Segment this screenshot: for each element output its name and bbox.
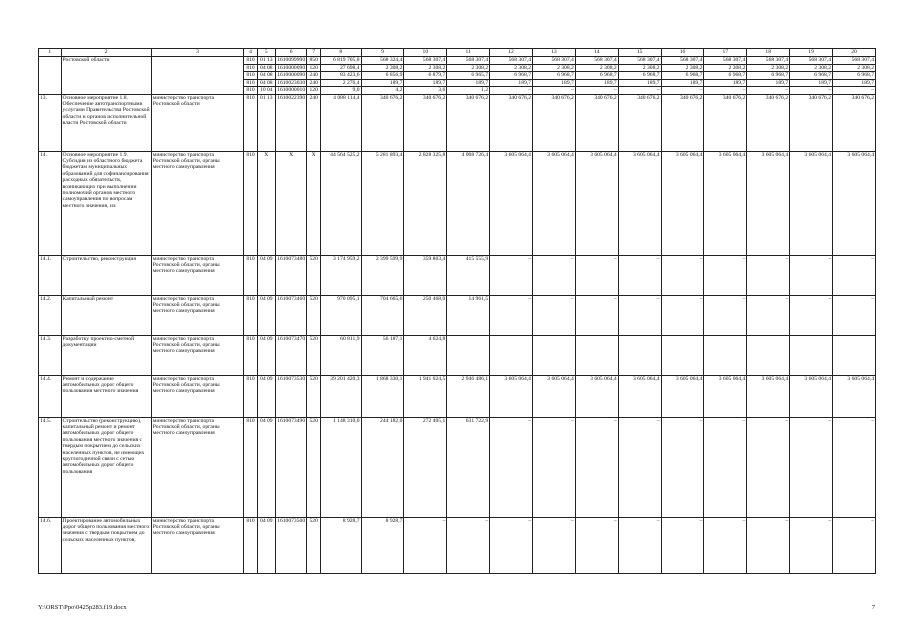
table-cell: – (618, 417, 661, 517)
table-cell (39, 79, 62, 87)
table-cell (661, 335, 704, 375)
table-cell: Основное мероприятие 1.9. Субсидия из областного бюджета бюджетам муниципальных образований для софинансирования расходных обязательств, возникающих при выполнении полномочий органов местного самоуправления по вопросам местного значения, из: (61, 151, 151, 255)
header-cell: 13 (532, 49, 575, 57)
table-cell: – (532, 87, 575, 95)
table-cell: 01 13 (257, 94, 275, 151)
table-cell: 6 968,7 (575, 72, 618, 80)
table-cell (490, 335, 533, 375)
table-cell: 3 605 064,4 (833, 375, 876, 417)
table-cell: 1610073500 (275, 517, 307, 573)
table-cell: 520 (307, 255, 321, 295)
table-cell: Ростовской области (61, 57, 151, 65)
table-cell: 6 968,7 (833, 72, 876, 80)
table-cell: 568 307,4 (661, 57, 704, 65)
table-cell: 3 605 064,4 (490, 375, 533, 417)
header-cell: 7 (307, 49, 321, 57)
table-cell: 2 308,2 (661, 64, 704, 72)
table-cell: 970 095,1 (320, 295, 361, 335)
table-cell: 359 803,4 (404, 255, 447, 295)
table-cell: 189,7 (790, 79, 833, 87)
table-cell (39, 87, 62, 95)
table-cell: – (747, 295, 790, 335)
table-cell: 6 968,7 (747, 72, 790, 80)
table-cell: 6 968,7 (532, 72, 575, 80)
table-cell (39, 72, 62, 80)
table-row (39, 335, 876, 375)
table-cell: 14.2. (39, 295, 62, 335)
table-cell: – (833, 417, 876, 517)
table-cell: 520 (307, 335, 321, 375)
table-cell (532, 335, 575, 375)
table-cell: 568 324,4 (361, 57, 404, 65)
table-cell: 3 605 064,4 (575, 151, 618, 255)
table-cell: 6 968,7 (661, 72, 704, 80)
table-cell: министерство транспорта Ростовской области, органы местного самоуправления (151, 151, 243, 255)
table-cell: 6 968,7 (490, 72, 533, 80)
budget-table (38, 48, 876, 574)
table-cell: 2 308,2 (404, 64, 447, 72)
table-cell: 189,7 (747, 79, 790, 87)
table-cell: 2 308,2 (575, 64, 618, 72)
table-cell: 189,7 (661, 79, 704, 87)
table-cell: 3 174 959,2 (320, 255, 361, 295)
table-cell: Разработку проектно-сметной документации (61, 335, 151, 375)
table-row (39, 375, 876, 417)
table-cell (151, 57, 243, 65)
table-cell: 4 008 726,4 (447, 151, 490, 255)
table-cell: 04 09 (257, 417, 275, 517)
header-cell: 8 (320, 49, 361, 57)
table-cell: 3 605 064,4 (532, 375, 575, 417)
table-cell: 9,0 (320, 87, 361, 95)
table-cell: – (575, 295, 618, 335)
table-cell: – (532, 255, 575, 295)
table-cell: – (704, 87, 747, 95)
table-cell: 2 828 325,8 (404, 151, 447, 255)
table-cell: 520 (307, 517, 321, 573)
table-cell: Проектирование автомобильных дорог общего пользования местного значения с твердым покрытием до сельских населенных пунктов, (61, 517, 151, 573)
table-cell: 2 308,2 (618, 64, 661, 72)
table-cell: 810 (244, 417, 258, 517)
table-cell: – (661, 295, 704, 335)
table-cell: 6 968,7 (618, 72, 661, 80)
table-cell: 2 308,2 (361, 64, 404, 72)
table-cell: 189,7 (490, 79, 533, 87)
table-cell: 3 605 064,4 (790, 375, 833, 417)
table-cell: 04 09 (257, 335, 275, 375)
header-cell: 11 (447, 49, 490, 57)
table-cell: – (790, 417, 833, 517)
table-cell: 3 605 064,4 (618, 151, 661, 255)
header-cell: 18 (747, 49, 790, 57)
table-cell: 3 605 064,4 (747, 151, 790, 255)
table-cell: 1610073530 (275, 375, 307, 417)
table-cell: 14 961,5 (447, 295, 490, 335)
table-cell: 3 605 064,4 (833, 151, 876, 255)
table-cell: 3 605 064,4 (575, 375, 618, 417)
table-cell: 13. (39, 94, 62, 151)
table-cell: 810 (244, 517, 258, 573)
table-cell: министерство транспорта Ростовской области, органы местного самоуправления (151, 255, 243, 295)
table-cell: – (704, 295, 747, 335)
table-cell: 520 (307, 375, 321, 417)
table-cell: 60 811,9 (320, 335, 361, 375)
table-cell: 1610000010 (277, 87, 306, 93)
table-cell: министерство транспорта Ростовской области, органы местного самоуправления (151, 335, 243, 375)
table-cell: – (575, 417, 618, 517)
table-cell: 340 676,2 (490, 94, 533, 151)
table-cell: 6 856,9 (361, 72, 404, 80)
table-cell (151, 79, 243, 87)
table-cell: 3 605 064,4 (704, 375, 747, 417)
table-cell: X (275, 151, 307, 255)
table-cell: – (575, 517, 618, 573)
table-cell: 568 307,4 (575, 57, 618, 65)
table-cell: 8 928,7 (320, 517, 361, 573)
table-cell: 5 281 893,4 (361, 151, 404, 255)
table-cell: министерство транспорта Ростовской области, органы местного самоуправления (151, 375, 243, 417)
table-cell (61, 87, 151, 95)
header-row (39, 49, 876, 57)
table-cell: 10 04 (257, 87, 275, 95)
header-cell: 2 (61, 49, 151, 57)
table-cell: 568 307,4 (490, 57, 533, 65)
table-cell: 3 605 064,4 (790, 151, 833, 255)
table-cell: X (307, 151, 321, 255)
table-cell: 568 307,4 (747, 57, 790, 65)
header-cell: 17 (704, 49, 747, 57)
table-row (39, 295, 876, 335)
table-cell: 2 308,2 (490, 64, 533, 72)
table-cell: 2 308,2 (747, 64, 790, 72)
table-cell: – (747, 417, 790, 517)
table-cell: министерство транспорта Ростовской области, органы местного самоуправления (151, 295, 243, 335)
table-cell: 850 (307, 57, 321, 65)
table-cell: 1 868 330,1 (361, 375, 404, 417)
table-cell: 340 676,2 (532, 94, 575, 151)
table-cell (151, 87, 243, 95)
table-cell: 27 698,4 (320, 64, 361, 72)
table-cell: 3 605 064,4 (532, 151, 575, 255)
table-cell: 810 (244, 255, 258, 295)
table-cell: – (833, 255, 876, 295)
table-row (39, 72, 876, 80)
header-cell: 3 (151, 49, 243, 57)
table-cell: 568 307,4 (833, 57, 876, 65)
table-cell: 04 08 (257, 79, 275, 87)
table-cell: 810 (244, 295, 258, 335)
table-cell: 04 09 (257, 295, 275, 335)
table-cell: 340 676,2 (790, 94, 833, 151)
table-cell: 810 (244, 375, 258, 417)
table-row (39, 417, 876, 517)
table-cell: 704 665,6 (361, 295, 404, 335)
table-row (39, 64, 876, 72)
table-cell: 1610023030 (277, 79, 306, 86)
table-cell: 240 (307, 79, 321, 87)
table-cell: 4,2 (361, 87, 404, 95)
table-cell (747, 335, 790, 375)
table-cell: – (833, 87, 876, 95)
table-row (39, 57, 876, 65)
table-cell: 1 148 310,0 (320, 417, 361, 517)
table-cell: 244 182,0 (361, 417, 404, 517)
table-cell: 04 08 (257, 72, 275, 80)
table-cell: Ремонт и содержание автомобильных дорог общего пользования местного значения (61, 375, 151, 417)
table-cell: – (490, 87, 533, 95)
table-cell: 01 13 (257, 57, 275, 65)
table-cell: 340 676,2 (704, 94, 747, 151)
table-cell: министерство транспорта Ростовской области, органы местного самоуправления (151, 517, 243, 573)
table-cell: 340 676,2 (747, 94, 790, 151)
table-cell: 4 624,8 (404, 335, 447, 375)
table-cell: 1610022390 (275, 94, 307, 151)
table-cell: – (490, 295, 533, 335)
header-cell: 14 (575, 49, 618, 57)
table-cell: 631 722,9 (447, 417, 490, 517)
table-cell: 189,7 (404, 79, 447, 87)
table-cell: – (575, 255, 618, 295)
table-cell: – (532, 517, 575, 573)
table-row (39, 87, 876, 95)
table-cell: – (532, 417, 575, 517)
table-cell: – (790, 517, 833, 573)
table-cell: 340 676,2 (661, 94, 704, 151)
table-cell: – (704, 255, 747, 295)
table-cell: – (490, 517, 533, 573)
table-cell: 56 187,1 (361, 335, 404, 375)
table-cell: 189,7 (361, 79, 404, 87)
table-cell: – (833, 295, 876, 335)
table-row (39, 151, 876, 255)
table-cell: – (447, 517, 490, 573)
table-cell: 1610073460 (275, 295, 307, 335)
table-row (39, 255, 876, 295)
table-cell: 6 819 705,8 (320, 57, 361, 65)
table-cell: 415 555,9 (447, 255, 490, 295)
table-cell: 39 201 420,3 (320, 375, 361, 417)
table-cell: X (257, 151, 275, 255)
table-cell: 568 307,4 (532, 57, 575, 65)
header-cell: 20 (833, 49, 876, 57)
table-cell: 189,7 (447, 79, 490, 87)
header-cell: 10 (404, 49, 447, 57)
table-cell: – (404, 517, 447, 573)
table-cell: 810 (244, 335, 258, 375)
table-cell: 14. (39, 151, 62, 255)
table-cell: 1610073490 (275, 417, 307, 517)
table-cell: – (704, 417, 747, 517)
table-cell (61, 64, 151, 72)
table-cell: – (790, 87, 833, 95)
table-cell (151, 64, 243, 72)
table-cell: 810 (244, 72, 258, 80)
table-cell (704, 335, 747, 375)
table-cell: 340 676,2 (361, 94, 404, 151)
table-cell: 189,7 (532, 79, 575, 87)
table-cell: министерство транспорта Ростовской области (151, 94, 243, 151)
header-cell: 16 (661, 49, 704, 57)
document-path: Y:\ORST\Ppo\0425p283.f19.docx (38, 604, 127, 611)
table-cell: 3 605 064,4 (490, 151, 533, 255)
table-cell: – (661, 517, 704, 573)
table-cell: 3 605 064,4 (747, 375, 790, 417)
table-cell: 568 307,4 (790, 57, 833, 65)
table-cell: – (661, 417, 704, 517)
table-row (39, 79, 876, 87)
table-cell: 14.1. (39, 255, 62, 295)
table-cell: 6 968,7 (704, 72, 747, 80)
table-cell: 6 965,7 (447, 72, 490, 80)
table-cell (61, 72, 151, 80)
table-cell: 568 307,4 (447, 57, 490, 65)
table-cell: 2 276,4 (320, 79, 361, 87)
table-cell: – (747, 87, 790, 95)
table-cell: 340 676,2 (447, 94, 490, 151)
header-cell: 12 (490, 49, 533, 57)
table-cell: 520 (307, 417, 321, 517)
table-cell (39, 64, 62, 72)
table-cell: – (575, 87, 618, 95)
table-cell: 3 605 064,4 (661, 375, 704, 417)
table-row (39, 94, 876, 151)
table-cell (575, 335, 618, 375)
table-cell: 520 (307, 295, 321, 335)
page-number: 7 (871, 604, 875, 611)
header-cell: 9 (361, 49, 404, 57)
header-cell: 19 (790, 49, 833, 57)
table-cell: 810 (244, 64, 258, 72)
table-cell: министерство транспорта Ростовской области, органы местного самоуправления (151, 417, 243, 517)
table-cell: – (747, 517, 790, 573)
table-cell: Основное мероприятие 1.8. Обеспечение автотранспортными услугами Правительства Ростовской области и органов исполнительной власти Ростовской области (61, 94, 151, 151)
table-cell: – (747, 255, 790, 295)
table-cell: 568 307,4 (704, 57, 747, 65)
table-cell: 2 308,2 (447, 64, 490, 72)
table-cell: 272 405,1 (404, 417, 447, 517)
header-cell: 1 (39, 49, 62, 57)
table-cell: 3 605 064,4 (618, 375, 661, 417)
table-cell: 4 088 114,4 (320, 94, 361, 151)
table-cell: – (618, 517, 661, 573)
table-cell: 1610000090 (277, 72, 306, 78)
table-cell: 810 (244, 151, 258, 255)
table-cell: 3,6 (404, 87, 447, 95)
table-cell: – (790, 255, 833, 295)
table-cell: 04 09 (257, 375, 275, 417)
table-cell: 1610073480 (275, 255, 307, 295)
table-cell: 2 946 486,1 (447, 375, 490, 417)
table-cell: – (790, 295, 833, 335)
table-cell: 1610099990 (277, 57, 306, 63)
table-cell: 250 468,0 (404, 295, 447, 335)
table-cell: 04 09 (257, 517, 275, 573)
table-cell: – (490, 417, 533, 517)
table-cell: 810 (244, 57, 258, 65)
table-cell (151, 72, 243, 80)
table-cell: – (532, 295, 575, 335)
table-cell (39, 57, 62, 65)
table-cell: 810 (244, 94, 258, 151)
table-cell: 340 676,2 (404, 94, 447, 151)
table-cell: 1,2 (447, 87, 490, 95)
table-cell: 2 399 599,9 (361, 255, 404, 295)
table-cell: Строительство, реконструкция (61, 255, 151, 295)
table-cell (833, 335, 876, 375)
table-cell: 340 676,2 (618, 94, 661, 151)
table-cell: – (618, 87, 661, 95)
table-cell: 2 308,2 (833, 64, 876, 72)
header-cell: 6 (275, 49, 307, 57)
table-cell: 568 307,4 (618, 57, 661, 65)
table-cell: 8 928,7 (361, 517, 404, 573)
table-cell: 04 09 (257, 255, 275, 295)
table-cell: Строительство (реконструкцию), капитальный ремонт и ремонт автомобильных дорог общего пользования местного значения с твердым покрытием до сельских населенных пунктов, не имеющих круглогодичной связи с сетью автомобильных дорог общего пользования (61, 417, 151, 517)
table-cell: 14.6. (39, 517, 62, 573)
table-cell: 14.4. (39, 375, 62, 417)
table-cell: – (618, 295, 661, 335)
table-cell: 2 308,2 (790, 64, 833, 72)
table-cell: 340 676,2 (575, 94, 618, 151)
table-cell: 83 423,6 (320, 72, 361, 80)
table-cell: 6 879,7 (404, 72, 447, 80)
table-cell: 44 564 525,2 (320, 151, 361, 255)
table-cell: 189,7 (618, 79, 661, 87)
table-cell: 1 941 024,5 (404, 375, 447, 417)
table-cell: 240 (307, 94, 321, 151)
table-cell: – (661, 255, 704, 295)
table-cell: 189,7 (833, 79, 876, 87)
table-cell: – (490, 255, 533, 295)
table-cell: 2 308,2 (704, 64, 747, 72)
table-cell: Капитальный ремонт (61, 295, 151, 335)
table-cell: – (661, 87, 704, 95)
table-cell: 1610073470 (275, 335, 307, 375)
header-cell: 15 (618, 49, 661, 57)
table-cell: 14.5. (39, 417, 62, 517)
table-cell (447, 335, 490, 375)
header-cell: 4 (244, 49, 258, 57)
table-cell: 6 968,7 (790, 72, 833, 80)
table-row (39, 517, 876, 573)
table-cell: 1610000090 (277, 64, 306, 71)
table-cell: – (618, 255, 661, 295)
table-cell: 810 (244, 79, 258, 87)
table-cell: 3 605 064,4 (661, 151, 704, 255)
table-cell: 2 308,2 (532, 64, 575, 72)
table-cell: 189,7 (704, 79, 747, 87)
table-cell: 120 (307, 64, 321, 72)
table-cell: 04 08 (257, 64, 275, 72)
table-cell: 340 676,2 (833, 94, 876, 151)
table-cell: 810 (244, 87, 258, 95)
table-cell: – (833, 517, 876, 573)
table-cell (618, 335, 661, 375)
header-cell: 5 (257, 49, 275, 57)
table-cell (790, 335, 833, 375)
table-cell: 568 307,4 (404, 57, 447, 65)
table-cell: 120 (307, 87, 321, 95)
table-cell: 189,7 (575, 79, 618, 87)
table-cell: 3 605 064,4 (704, 151, 747, 255)
table-cell: 240 (307, 72, 321, 80)
table-cell: – (704, 517, 747, 573)
table-cell: 14.3. (39, 335, 62, 375)
table-cell (61, 79, 151, 87)
